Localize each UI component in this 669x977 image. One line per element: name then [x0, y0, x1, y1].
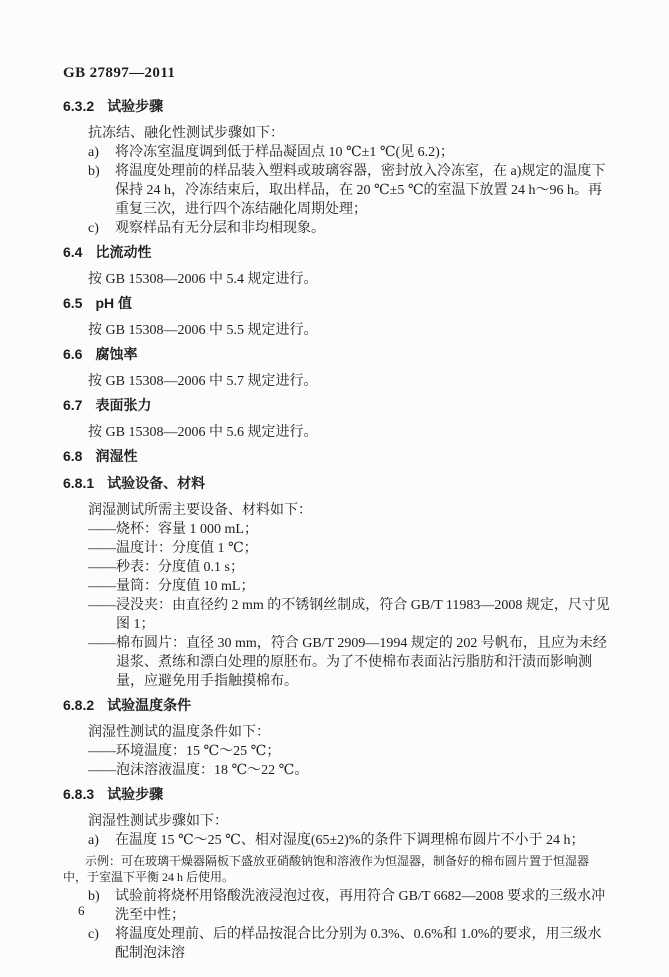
list-item-label: a)	[88, 833, 99, 848]
clause-title: 表面张力	[95, 397, 152, 413]
list-item-label: c)	[88, 221, 99, 236]
standard-number: GB 27897—2011	[63, 65, 176, 81]
clause-heading-6-3-2	[63, 97, 612, 116]
paragraph-intro: 润湿性测试的温度条件如下：	[88, 725, 270, 740]
clause-heading-6-8-1	[63, 474, 612, 493]
paragraph: 按 GB 15308—2006 中 5.7 规定进行。	[88, 374, 318, 389]
paragraph: 按 GB 15308—2006 中 5.4 规定进行。	[88, 272, 318, 287]
clause-number: 6.6	[63, 346, 83, 362]
list-item	[63, 925, 612, 963]
dash-list-item: ——浸没夹：由直径约 2 mm 的不锈钢丝制成，符合 GB/T 11983—2008 规定，尺寸见图 1；	[88, 598, 610, 632]
paragraph-intro: 润湿测试所需主要设备、材料如下：	[88, 503, 312, 518]
paragraph: 按 GB 15308—2006 中 5.5 规定进行。	[88, 323, 318, 338]
clause-heading-6-8-3	[63, 785, 612, 804]
clause-title: 试验温度条件	[107, 697, 192, 713]
clause-number: 6.7	[63, 397, 83, 413]
clause-number: 6.8.1	[63, 475, 95, 491]
clause-heading-6-5	[63, 294, 612, 313]
list-item-text: 在温度 15 ℃～25 ℃、相对湿度(65±2)%的条件下调理棉布圆片不小于 24 h；	[115, 833, 585, 848]
list-item-text: 试验前将烧杯用铬酸洗液浸泡过夜，再用符合 GB/T 6682—2008 要求的三级水冲洗至中性；	[115, 889, 606, 923]
dash-list-item: ——秒表：分度值 0.1 s；	[88, 560, 244, 575]
page-number: 6	[78, 903, 85, 918]
list-item	[63, 219, 612, 238]
clause-number: 6.8.3	[63, 786, 95, 802]
clause-number: 6.4	[63, 244, 83, 260]
list-item-text: 将温度处理前、后的样品按混合比分别为 0.3%、0.6%和 1.0%的要求，用三级水配制泡沫溶	[115, 927, 602, 961]
list-item-text: 观察样品有无分层和非均相现象。	[115, 221, 325, 236]
clause-number: 6.5	[63, 295, 83, 311]
paragraph: 按 GB 15308—2006 中 5.6 规定进行。	[88, 425, 318, 440]
clause-title: 试验步骤	[107, 98, 164, 114]
clause-title: 腐蚀率	[95, 346, 138, 362]
dash-list-item: ——泡沫溶液温度：18 ℃～22 ℃。	[88, 763, 309, 778]
clause-heading-6-8-2	[63, 696, 612, 715]
paragraph-intro: 润湿性测试步骤如下：	[88, 814, 228, 829]
dash-list-item: ——烧杯：容量 1 000 mL；	[88, 522, 258, 537]
list-item-label: b)	[88, 164, 100, 179]
clause-number: 6.8	[63, 448, 83, 464]
list-item-label: c)	[88, 927, 99, 942]
clause-title: 试验设备、材料	[107, 475, 206, 491]
clause-title: 试验步骤	[107, 786, 164, 802]
paragraph-intro: 抗冻结、融化性测试步骤如下：	[88, 126, 284, 141]
dash-list-item: ——量筒：分度值 10 mL；	[88, 579, 255, 594]
list-item-text: 将冷冻室温度调到低于样品凝固点 10 ℃±1 ℃(见 6.2)；	[115, 145, 454, 160]
dash-list-item: ——温度计：分度值 1 ℃；	[88, 541, 258, 556]
clause-heading-6-6	[63, 345, 612, 364]
list-item-label: b)	[88, 889, 100, 904]
list-item	[63, 162, 612, 219]
list-item-text: 将温度处理前的样品装入塑料或玻璃容器，密封放入冷冻室，在 a)规定的温度下保持 24 h，冷冻结束后，取出样品，在 20 ℃±5 ℃的室温下放置 24 h～96 h。再重复三次，进行四个冻结融化周期处理；	[115, 164, 606, 217]
dash-list-item: ——环境温度：15 ℃～25 ℃；	[88, 744, 281, 759]
clause-heading-6-8	[63, 447, 612, 466]
clause-title: 润湿性	[95, 448, 138, 464]
list-item	[63, 887, 612, 925]
list-item-label: a)	[88, 145, 99, 160]
clause-heading-6-4	[63, 243, 612, 262]
example-note: 示例：可在玻璃干燥器隔板下盛放亚硝酸钠饱和溶液作为恒湿器，制备好的棉布圆片置于恒湿器中，于室温下平衡 24 h 后使用。	[63, 854, 590, 884]
list-item	[63, 831, 612, 850]
list-item	[63, 143, 612, 162]
clause-number: 6.3.2	[63, 98, 95, 114]
clause-title: 比流动性	[95, 244, 152, 260]
clause-number: 6.8.2	[63, 697, 95, 713]
dash-list-item: ——棉布圆片：直径 30 mm，符合 GB/T 2909—1994 规定的 202 号帆布，且应为未经退浆、煮练和漂白处理的原胚布。为了不使棉布表面沾污脂肪和汗渍而影响测量，应避免用手指触摸棉布。	[88, 636, 607, 689]
clause-title: pH 值	[95, 295, 133, 311]
clause-heading-6-7	[63, 396, 612, 415]
